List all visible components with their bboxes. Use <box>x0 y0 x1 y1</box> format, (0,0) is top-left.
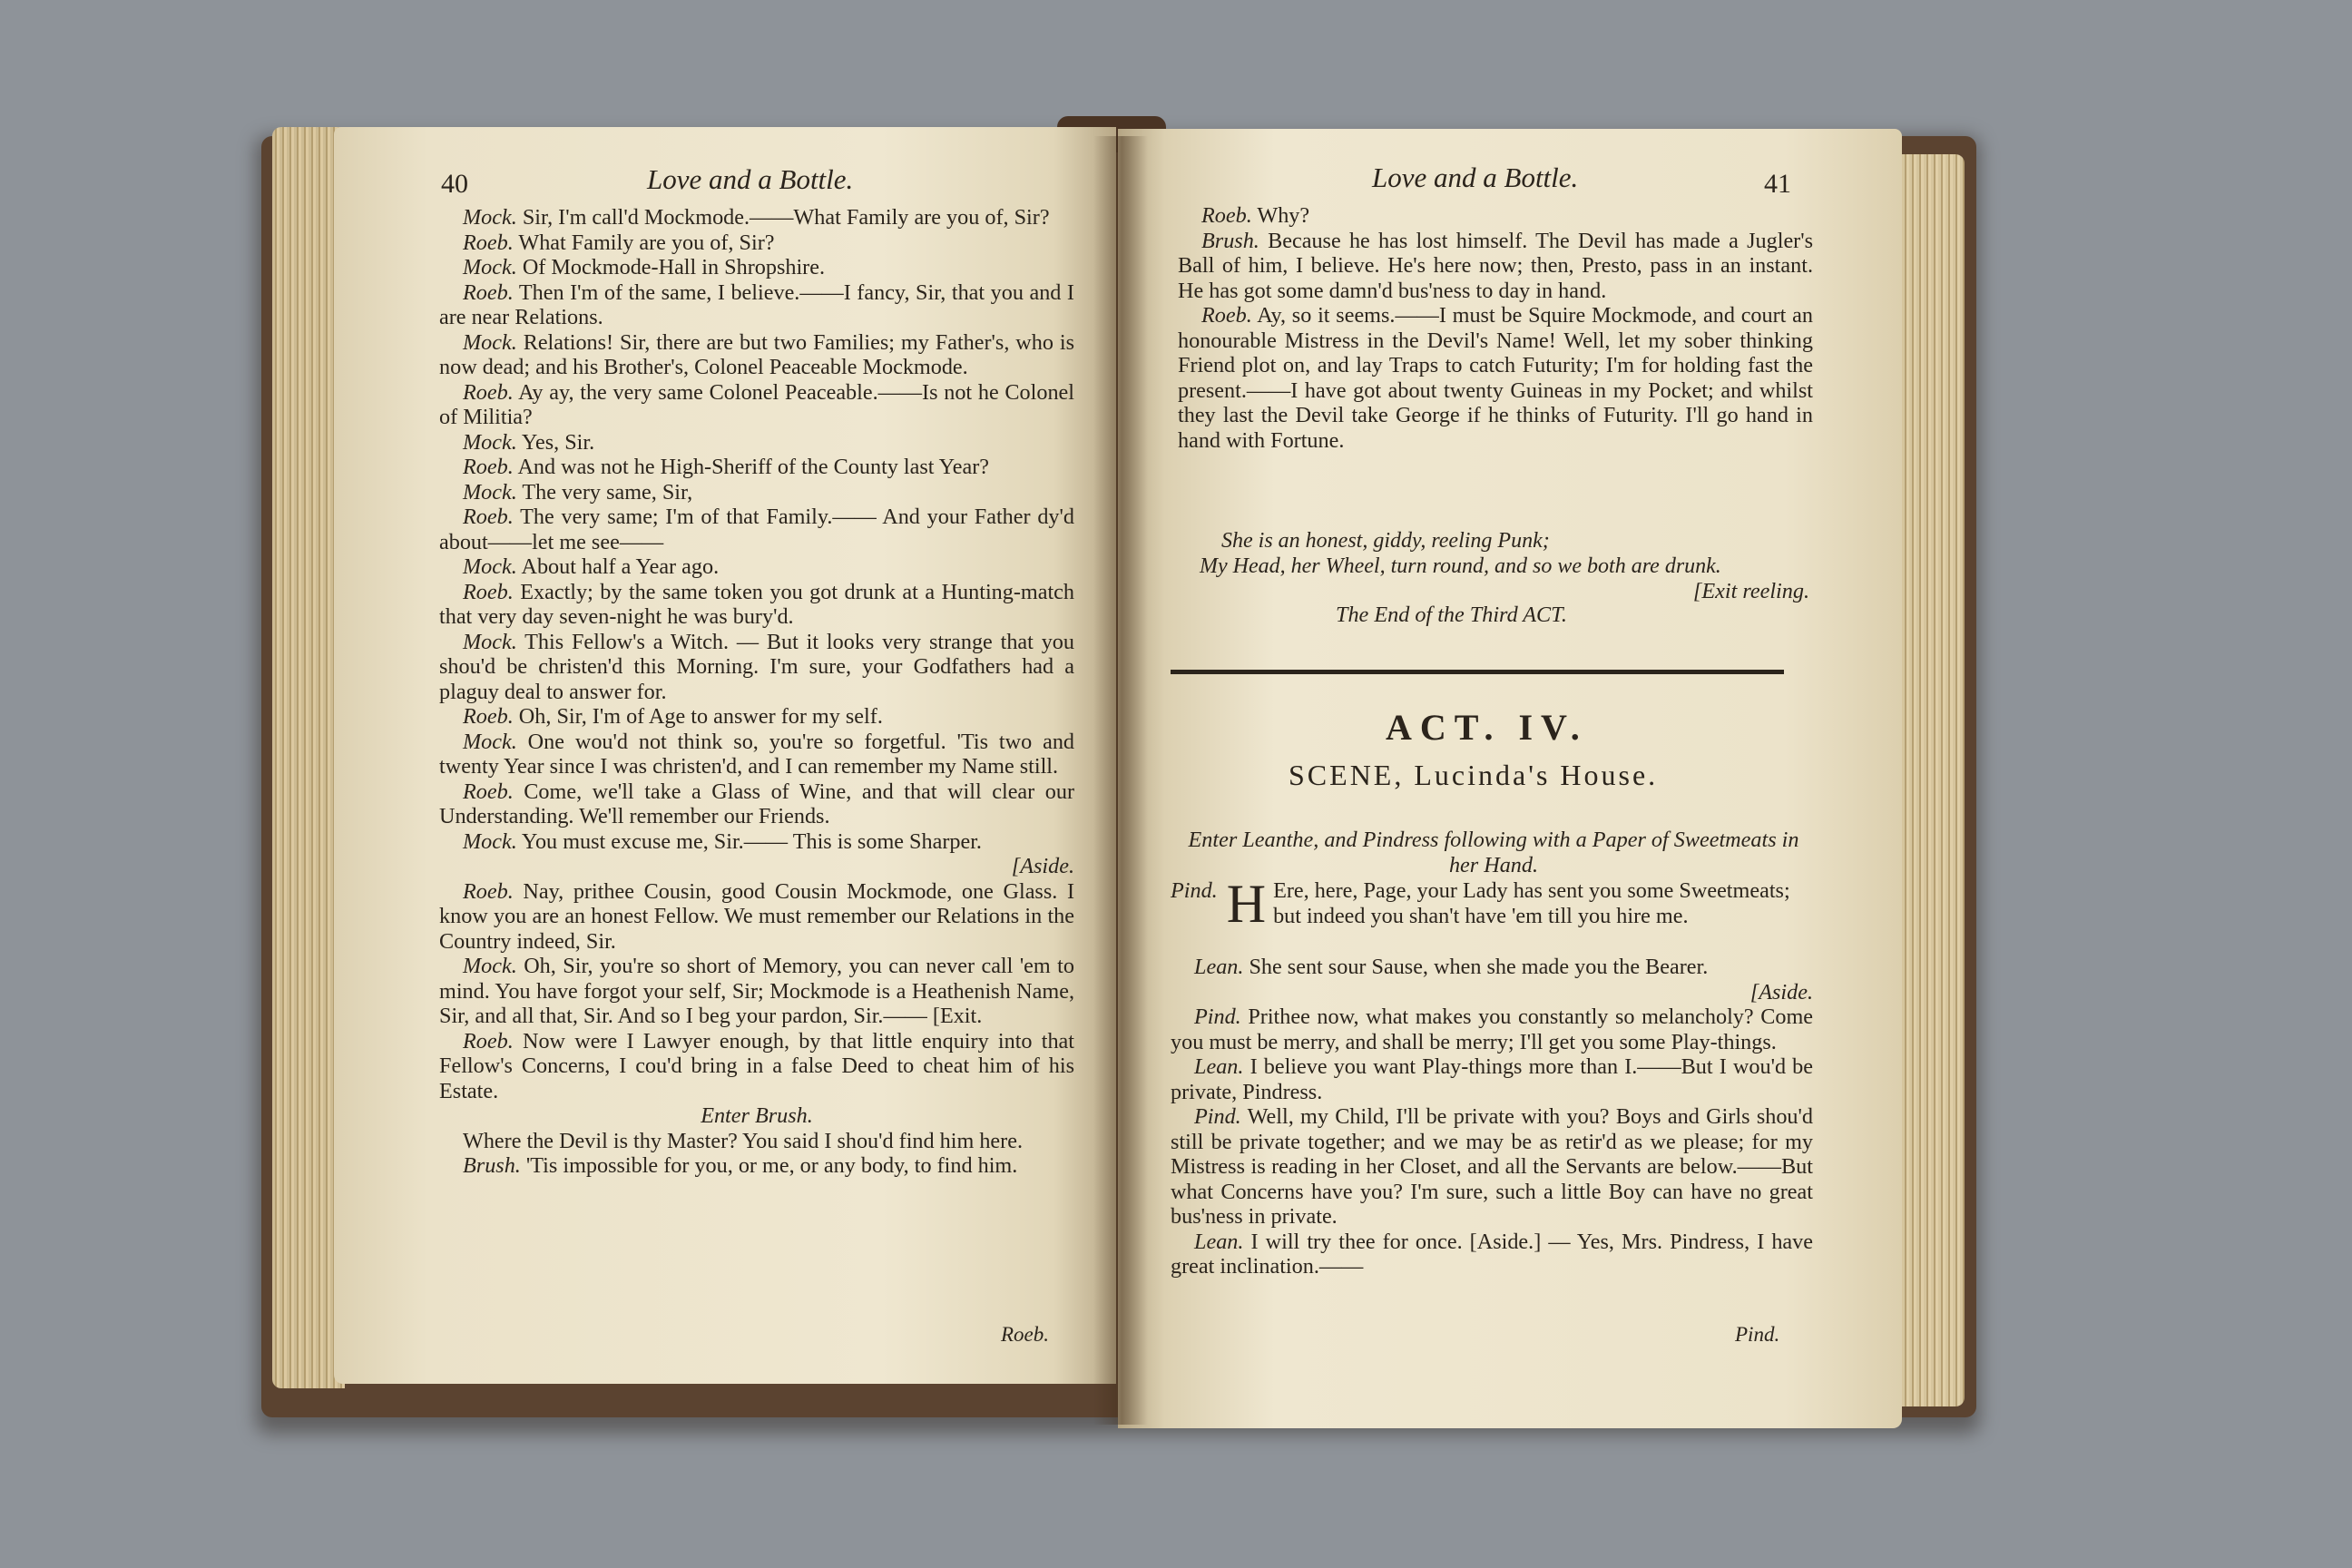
speech-text: I believe you want Play-things more than I.——But I wou'd be private, Pindress. <box>1171 1054 1814 1104</box>
speech-text: Now were I Lawyer enough, by that little enquiry into that Fellow's Concerns, I cou'd bring in a false Deed to cheat him of his Estate. <box>439 1028 1075 1103</box>
speaker: Roeb. <box>463 878 514 904</box>
speech-text: [Aside. <box>1011 854 1074 878</box>
verse-line: My Head, her Wheel, turn round, and so we both are drunk. <box>1200 554 1721 578</box>
speaker: Roeb. <box>463 379 514 405</box>
speech-text: This Fellow's a Witch. — But it looks very strange that you shou'd be christen'd this Morning. I'm sure, your Godfathers had a plaguy deal to answer for. <box>439 629 1074 704</box>
speech-line <box>439 704 1074 730</box>
speaker: Mock. <box>463 205 517 230</box>
speaker: Roeb. <box>463 505 514 529</box>
speech-line <box>439 879 1074 955</box>
verse <box>1200 528 1808 579</box>
speaker: Mock. <box>463 954 517 978</box>
speech-text: Ay, so it seems.——I must be Squire Mockmode, and court an honourable Mistress in the Devil's Name! Well, let my sober thinking Friend plot on, and lay Traps to catch Futurity; I'm for holding fast the present.——I have got about twenty Guineas in my Pocket; and whilst they last the Devil take George if he thinks of Futurity. I'll go hand in hand with Fortune. <box>1178 303 1813 453</box>
speech-line <box>439 430 1074 456</box>
speaker: Roeb. <box>463 579 514 604</box>
speech-line <box>1171 1004 1813 1054</box>
right-page-text-top <box>1178 203 1813 453</box>
speaker: Pind. <box>1194 1104 1241 1129</box>
section-rule <box>1171 670 1784 674</box>
speech-text: Then I'm of the same, I believe.——I fancy, Sir, that you and I are near Relations. <box>439 279 1074 329</box>
exit-note: [Exit reeling. <box>1692 579 1809 603</box>
speech-line <box>439 779 1074 829</box>
speech-line <box>1171 1104 1813 1230</box>
speech-text: You must excuse me, Sir.—— This is some Sharper. <box>521 828 982 854</box>
speaker: Roeb. <box>1201 203 1252 228</box>
left-page <box>334 127 1116 1384</box>
speech-text: Of Mockmode-Hall in Shropshire. <box>522 255 826 279</box>
speech-line <box>439 1153 1074 1179</box>
speech-line <box>439 1029 1074 1104</box>
running-head: Love and a Bottle. <box>647 163 854 195</box>
speech-text: I will try thee for once. [Aside.] — Yes, Mrs. Pindress, I have great inclination.—— <box>1171 1229 1813 1279</box>
speech-line <box>439 505 1074 554</box>
speech-line <box>439 255 1074 280</box>
speaker: Roeb. <box>1201 303 1252 328</box>
speech-text: Ere, here, Page, your Lady has sent you some Sweetmeats; but indeed you shan't have 'em till you hire me. <box>1273 878 1790 928</box>
speaker: Lean. <box>1194 1229 1244 1254</box>
speech-text: Relations! Sir, there are but two Families; my Father's, who is now dead; and his Brother's, Colonel Peaceable Mockmode. <box>439 329 1074 379</box>
speech-line <box>1178 303 1813 453</box>
speaker: Mock. <box>463 255 517 279</box>
speaker: Roeb. <box>463 455 514 479</box>
speech-text: Nay, prithee Cousin, good Cousin Mockmode, one Glass. I know you are an honest Fellow. We must remember our Relations in the Country indeed, Sir. <box>439 878 1075 954</box>
speech-line <box>439 205 1074 230</box>
speech-text: Because he has lost himself. The Devil has made a Jugler's Ball of him, I believe. He's here now; then, Presto, pass in an instant. He has got some damn'd bus'ness to day in hand. <box>1178 228 1814 303</box>
speech-line <box>439 954 1074 1029</box>
left-page-text <box>439 205 1074 1179</box>
speech-line <box>1171 955 1813 980</box>
speech-text: Yes, Sir. <box>521 429 595 455</box>
speech-line <box>439 554 1074 580</box>
catchword: Roeb. <box>1001 1323 1050 1346</box>
speech-line <box>439 380 1074 430</box>
first-speech <box>1171 874 1813 934</box>
speech-line <box>439 854 1074 879</box>
stage-direction: Enter Leanthe, and Pindress following with a Paper of Sweetmeats in her Hand. <box>1188 828 1799 877</box>
speaker: Lean. <box>1194 1054 1244 1079</box>
speaker: Mock. <box>463 729 517 754</box>
speech-line <box>439 280 1074 330</box>
speech-line <box>439 230 1074 256</box>
speech-text: Come, we'll take a Glass of Wine, and that will clear our Understanding. We'll remember our Friends. <box>439 779 1075 828</box>
speech-text: The very same, Sir, <box>522 479 693 505</box>
speech-text: And was not he High-Sheriff of the County last Year? <box>517 455 989 479</box>
speech-text: She sent sour Sause, when she made you the Bearer. <box>1249 955 1709 979</box>
speech-text: 'Tis impossible for you, or me, or any body, to find him. <box>525 1153 1018 1178</box>
speech-text: Sir, I'm call'd Mockmode.——What Family are you of, Sir? <box>522 205 1050 230</box>
speech-text: Ay ay, the very same Colonel Peaceable.——Is not he Colonel of Militia? <box>439 379 1074 429</box>
page-number: 41 <box>1764 169 1791 199</box>
speaker: Roeb. <box>463 1028 514 1054</box>
speaker: Roeb. <box>463 279 514 305</box>
speaker: Mock. <box>463 554 517 579</box>
speech-line <box>439 330 1074 380</box>
speech-text: What Family are you of, Sir? <box>518 230 775 255</box>
scene-heading: SCENE, Lucinda's House. <box>1289 759 1659 791</box>
speech-line <box>439 829 1074 855</box>
speech-line <box>439 730 1074 779</box>
speech-text: Enter Brush. <box>701 1103 813 1128</box>
page-number: 40 <box>441 169 468 199</box>
speaker: Mock. <box>463 429 517 455</box>
speaker: Roeb. <box>463 230 514 255</box>
speech-text: Why? <box>1257 203 1310 228</box>
speech-line <box>439 630 1074 705</box>
speech-line <box>1171 980 1813 1005</box>
act-heading: ACT. IV. <box>1386 707 1588 748</box>
speaker: Lean. <box>1194 955 1244 979</box>
right-page <box>1118 129 1902 1428</box>
speech-text: Well, my Child, I'll be private with you? Boys and Girls shou'd still be private together; and we may be as retir'd as we please; for my Mistress is reading in her Closet, and all the Servants are below.——But what Concerns have you? I'm sure, such a little Boy can have no great bus'ness in private. <box>1171 1104 1813 1229</box>
speech-line <box>439 455 1074 480</box>
right-page-text-bottom <box>1171 955 1813 1279</box>
speaker: Mock. <box>463 329 517 355</box>
running-head: Love and a Bottle. <box>1372 162 1579 193</box>
speech-text: Prithee now, what makes you constantly so melancholy? Come you must be merry, and shall be merry; I'll get you some Play-things. <box>1171 1004 1813 1054</box>
speech-text: [Aside. <box>1749 979 1813 1004</box>
speech-line <box>1171 1054 1813 1104</box>
drop-cap: H <box>1226 874 1267 934</box>
speaker: Pind. <box>1171 878 1218 903</box>
speech-text: One wou'd not think so, you're so forgetful. 'Tis two and twenty Year since I was christen'd, and I can remember my Name still. <box>439 729 1075 779</box>
speech-text: The very same; I'm of that Family.—— And your Father dy'd about——let me see—— <box>439 505 1074 554</box>
speech-text: Oh, Sir, I'm of Age to answer for my self. <box>518 704 883 729</box>
verse-line: She is an honest, giddy, reeling Punk; <box>1221 529 1550 553</box>
speech-text: Where the Devil is thy Master? You said I shou'd find him here. <box>463 1128 1023 1153</box>
speech-line <box>439 480 1074 505</box>
speech-line <box>439 1129 1074 1154</box>
speaker: Brush. <box>1201 228 1259 253</box>
speech-text: Oh, Sir, you're so short of Memory, you can never call 'em to mind. You have forgot your self, Sir; Mockmode is a Heathenish Name, Sir, and all that, Sir. And so I beg your pardon, Sir.—— [Exit. <box>439 954 1074 1028</box>
speaker: Mock. <box>463 629 517 654</box>
speech-line <box>439 580 1074 630</box>
speech-text: Exactly; by the same token you got drunk at a Hunting-match that very day seven-night he was bury'd. <box>439 579 1075 629</box>
speech-line <box>1171 1230 1813 1279</box>
speaker: Pind. <box>1194 1004 1241 1029</box>
speech-line <box>1178 203 1813 229</box>
speaker: Roeb. <box>463 704 514 729</box>
end-of-act: The End of the Third ACT. <box>1336 603 1567 627</box>
speech-line <box>439 1103 1074 1129</box>
gutter-shadow <box>1093 136 1148 1425</box>
speaker: Brush. <box>463 1153 521 1178</box>
catchword: Pind. <box>1735 1323 1780 1346</box>
speaker: Roeb. <box>463 779 514 804</box>
speaker: Mock. <box>463 479 517 505</box>
speaker: Mock. <box>463 828 517 854</box>
speech-text: About half a Year ago. <box>521 554 720 579</box>
speech-line <box>1178 229 1813 304</box>
